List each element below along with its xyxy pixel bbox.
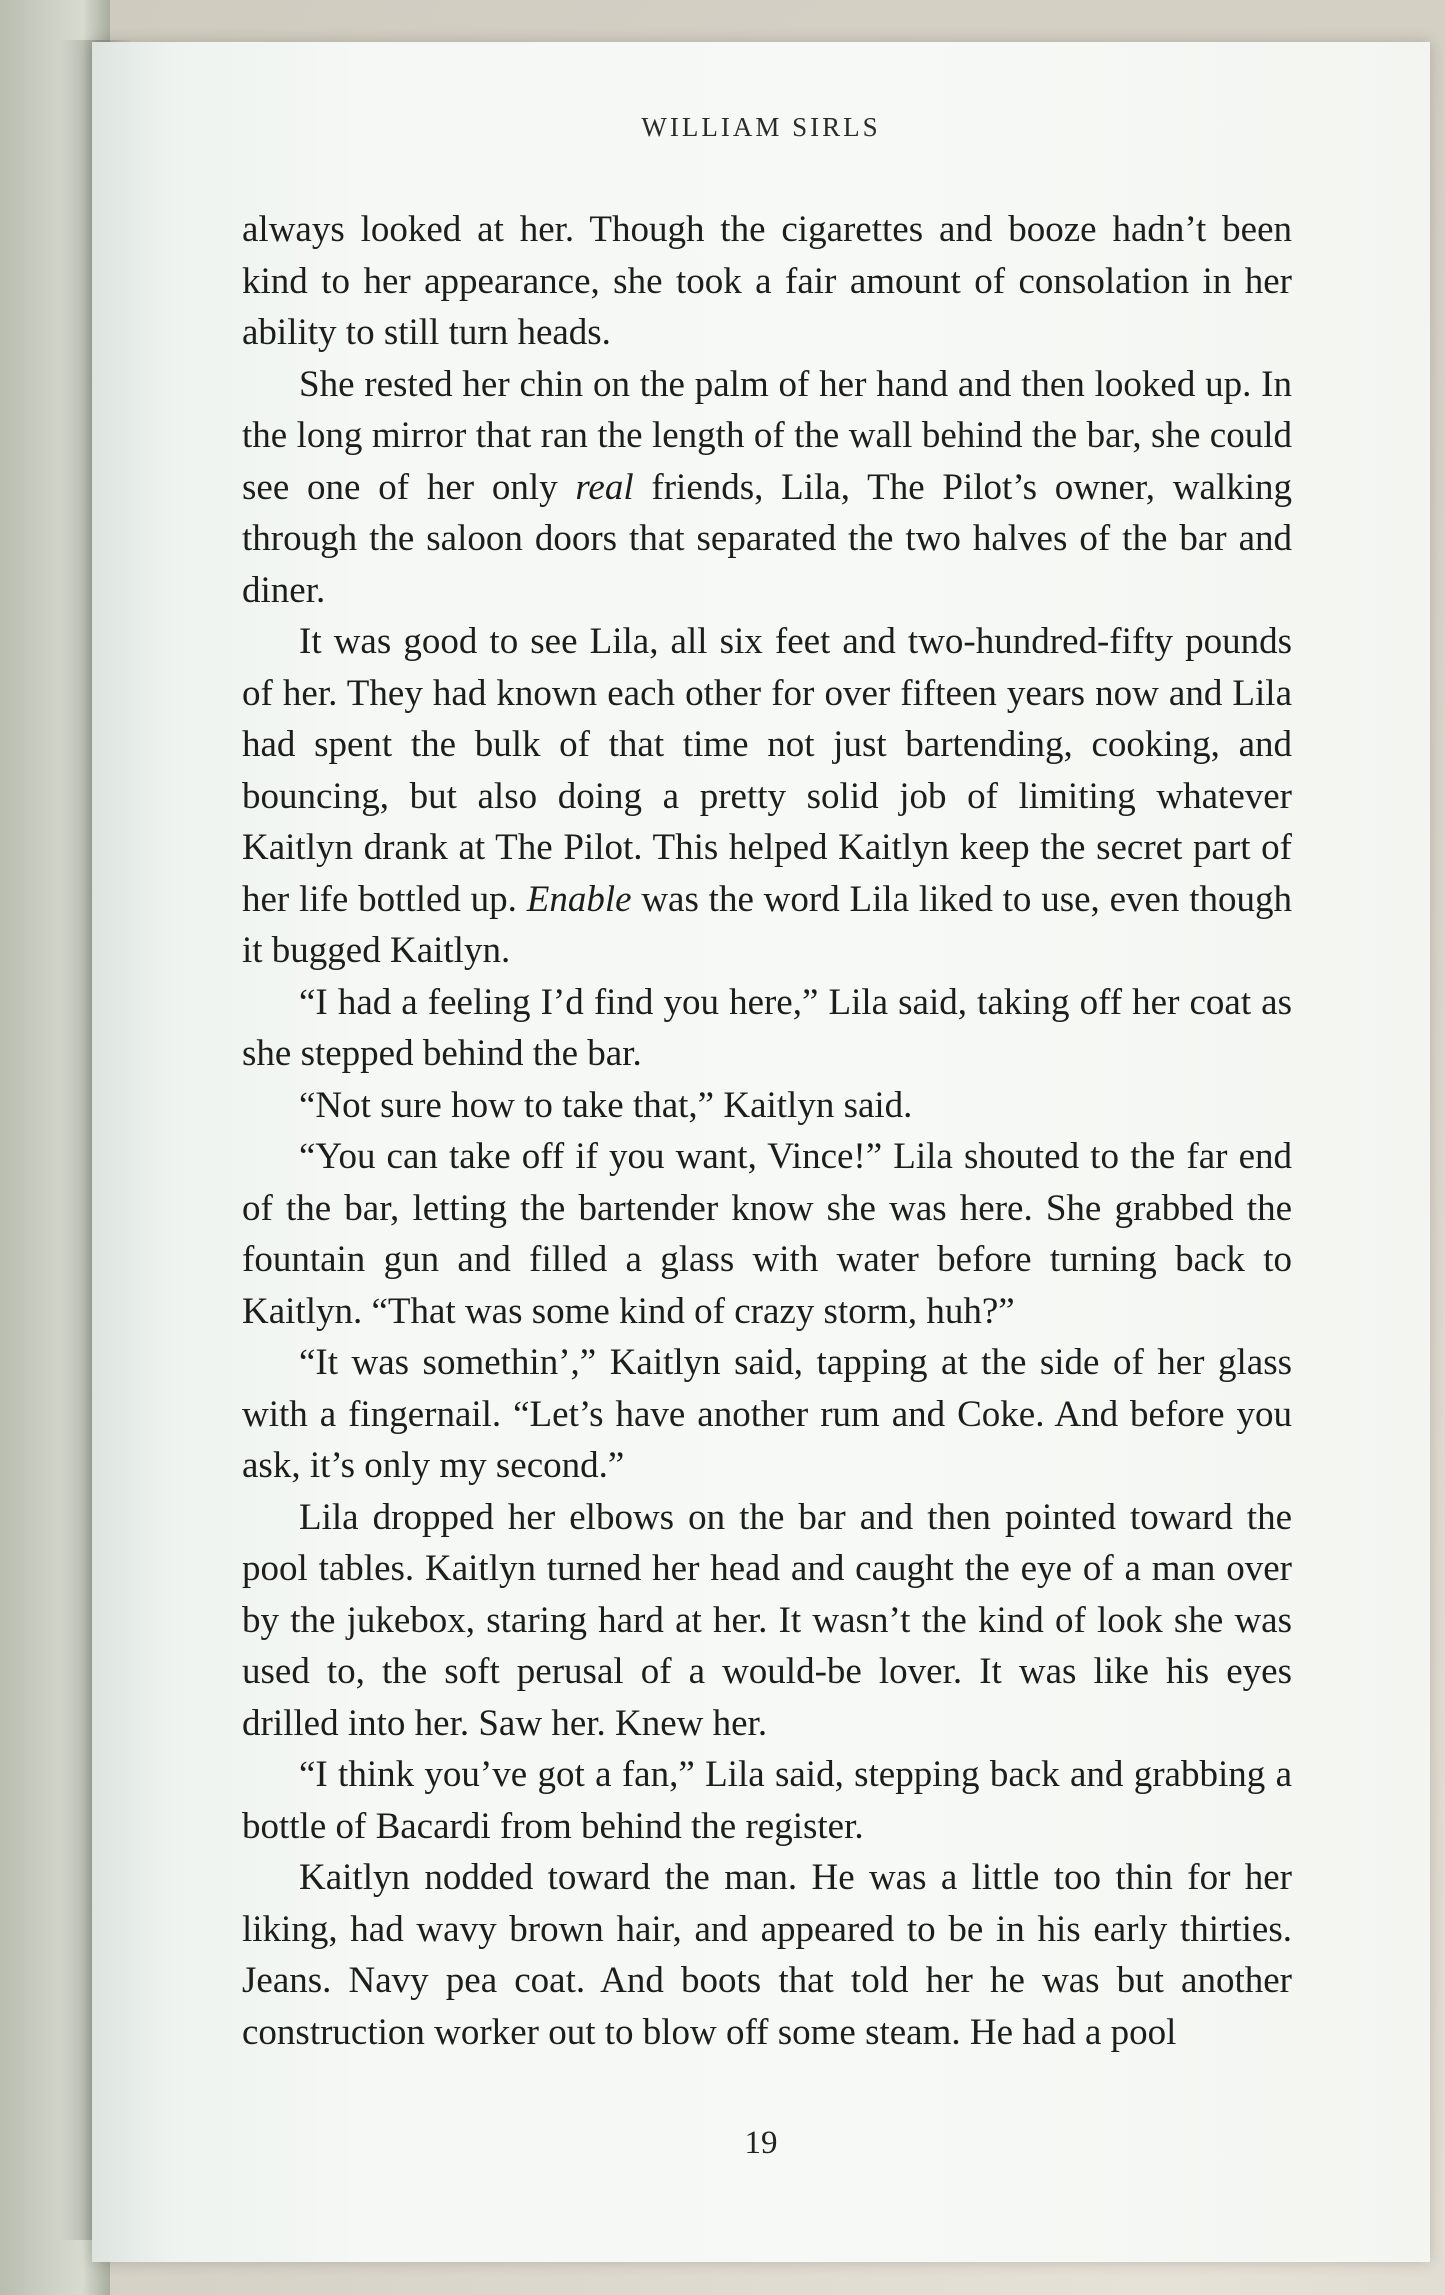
paragraph-10: Kaitlyn nodded toward the man. He was a little too thin for her liking, had wavy brown hair, and appeared to be in his early thirties. Jeans. Navy pea coat. And boots that told her he was but another construction worker out to blow off some steam. He had a pool [242,1857,1292,2053]
paragraph-1: always looked at her. Though the cigarettes and booze hadn’t been kind to her appearance, she took a fair amount of consolation in her ability to still turn heads. [242,209,1292,353]
page-number: 19 [744,2125,778,2161]
paragraph-3-emphasis: Enable [526,878,632,920]
page-body [242,204,1292,2058]
paragraph-6: “You can take off if you want, Vince!” Lila shouted to the far end of the bar, letting the bartender know she was here. She grabbed the fountain gun and filled a glass with water before turning back to Kaitlyn. “That was some kind of crazy storm, huh?” [242,1136,1292,1332]
paragraph-5: “Not sure how to take that,” Kaitlyn said. [299,1084,913,1126]
paragraph-2 [242,359,1292,617]
paragraph-2-text-b: friends, Lila, The Pilot’s owner, walking through the saloon doors that separated the two halves of the bar and diner. [242,466,1292,611]
paragraph-9: “I think you’ve got a fan,” Lila said, stepping back and grabbing a bottle of Bacardi from behind the register. [242,1754,1292,1847]
paragraph-2-text-a: She rested her chin on the palm of her hand and then looked up. In the long mirror that ran the length of the wall behind the bar, she could see one of her only [242,363,1292,508]
running-head: WILLIAM SIRLS [641,112,881,142]
paragraph-4: “I had a feeling I’d find you here,” Lila said, taking off her coat as she stepped behind the bar. [242,981,1292,1074]
paragraph-3-text-b: was the word Lila liked to use, even though it bugged Kaitlyn. [242,878,1293,971]
paragraph-8: Lila dropped her elbows on the bar and then pointed toward the pool tables. Kaitlyn turned her head and caught the eye of a man over by the jukebox, staring hard at her. It wasn’t the kind of look she was used to, the soft perusal of a would-be lover. It was like his eyes drilled into her. Saw her. Knew her. [242,1496,1292,1744]
paragraph-3 [242,616,1292,977]
paragraph-7: “It was somethin’,” Kaitlyn said, tapping at the side of her glass with a fingernail. “Let’s have another rum and Coke. And before you ask, it’s only my second.” [242,1342,1292,1486]
paragraph-2-emphasis: real [575,466,634,508]
paragraph-3-text-a: It was good to see Lila, all six feet and two-hundred-fifty pounds of her. They had known each other for over fifteen years now and Lila had spent the bulk of that time not just bartending, cooking, and bouncing, but also doing a pretty solid job of limiting whatever Kaitlyn drank at The Pilot. This helped Kaitlyn keep the secret part of her life bottled up. [242,621,1292,920]
book-page [92,42,1430,2262]
